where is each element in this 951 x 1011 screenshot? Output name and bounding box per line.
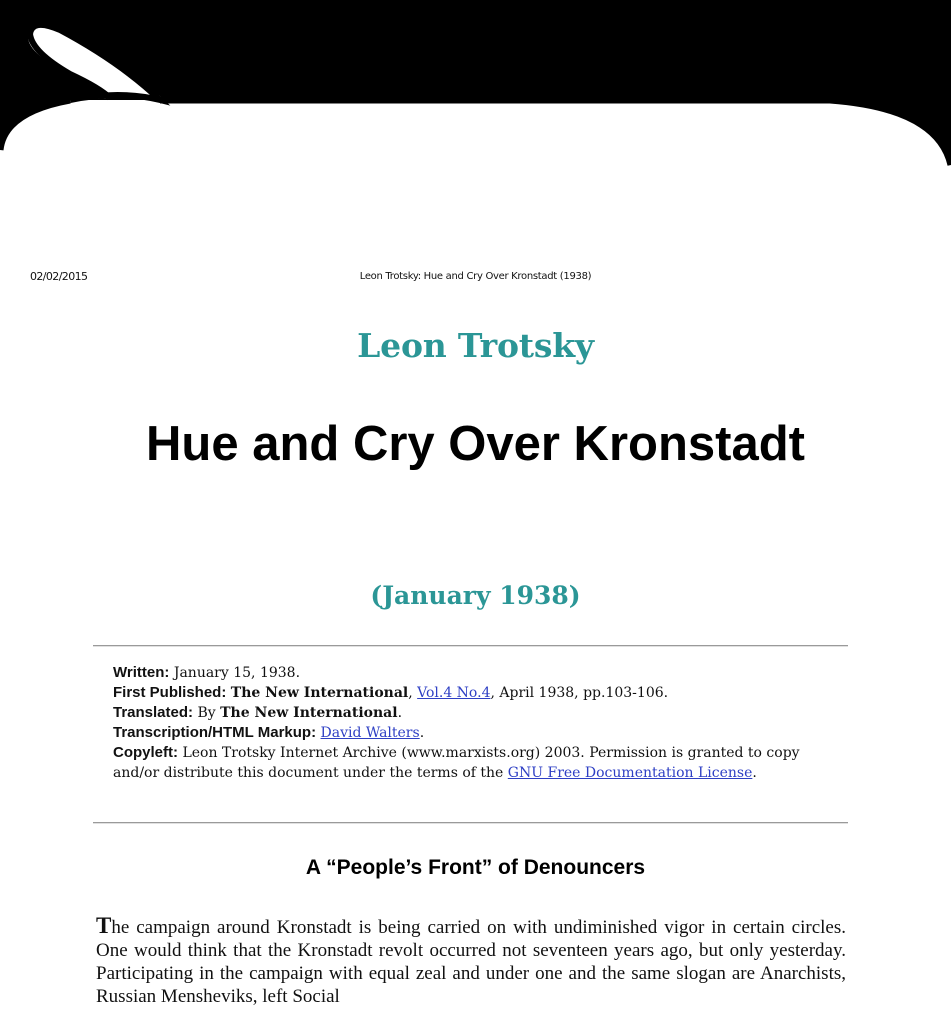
- meta-publication: The New International: [220, 705, 398, 721]
- meta-punct: .: [419, 725, 425, 741]
- meta-label: Written:: [113, 664, 170, 681]
- meta-label: First Published:: [113, 684, 227, 701]
- meta-label: Transcription/HTML Markup:: [113, 724, 317, 741]
- drop-cap: T: [96, 913, 112, 938]
- paragraph-text: he campaign around Kronstadt is being carried on with undiminished vigor in certain circles. One would think that the Kronstadt revolt occurred not seventeen years ago, but only yesterday. Participating in the campaign with equal zeal and under one and the same slogan are Anarchists, Russian Mensheviks, left Social: [96, 917, 846, 1007]
- divider-bottom: [93, 822, 848, 824]
- meta-first-published: First Published: The New International, Vol.4 No.4, April 1938, pp.103-106.: [113, 684, 669, 701]
- meta-publication: The New International: [230, 685, 409, 701]
- print-date: 02/02/2015: [30, 270, 88, 283]
- meta-value: , April 1938, pp.103-106.: [490, 685, 669, 701]
- section-heading: A “People’s Front” of Denouncers: [305, 856, 646, 879]
- meta-value: Leon Trotsky Internet Archive (www.marxists.org) 2003. Permission is granted to copy and/or distribute this document under the terms of the: [113, 745, 800, 781]
- meta-label: Translated:: [113, 704, 194, 721]
- document-metadata: [113, 663, 843, 783]
- transcriber-link[interactable]: David Walters: [320, 725, 420, 741]
- meta-transcription: [113, 723, 843, 743]
- document-date: (January 1938): [370, 581, 581, 610]
- volume-link[interactable]: Vol.4 No.4: [417, 685, 491, 701]
- print-header-title: Leon Trotsky: Hue and Cry Over Kronstadt (1938): [359, 271, 592, 282]
- meta-label: Copyleft:: [113, 744, 178, 761]
- meta-translated: [113, 703, 843, 723]
- divider-top: [93, 645, 848, 647]
- meta-value: By: [197, 705, 216, 721]
- meta-punct: .: [752, 765, 757, 781]
- body-paragraph: [96, 914, 846, 1008]
- page-title: Hue and Cry Over Kronstadt: [146, 417, 805, 471]
- author-name: Leon Trotsky: [357, 326, 594, 365]
- meta-punct: .: [397, 705, 403, 721]
- license-link[interactable]: GNU Free Documentation License: [507, 765, 753, 781]
- meta-copyleft: [113, 743, 843, 783]
- meta-written: [113, 663, 843, 683]
- meta-value: January 15, 1938.: [173, 665, 301, 681]
